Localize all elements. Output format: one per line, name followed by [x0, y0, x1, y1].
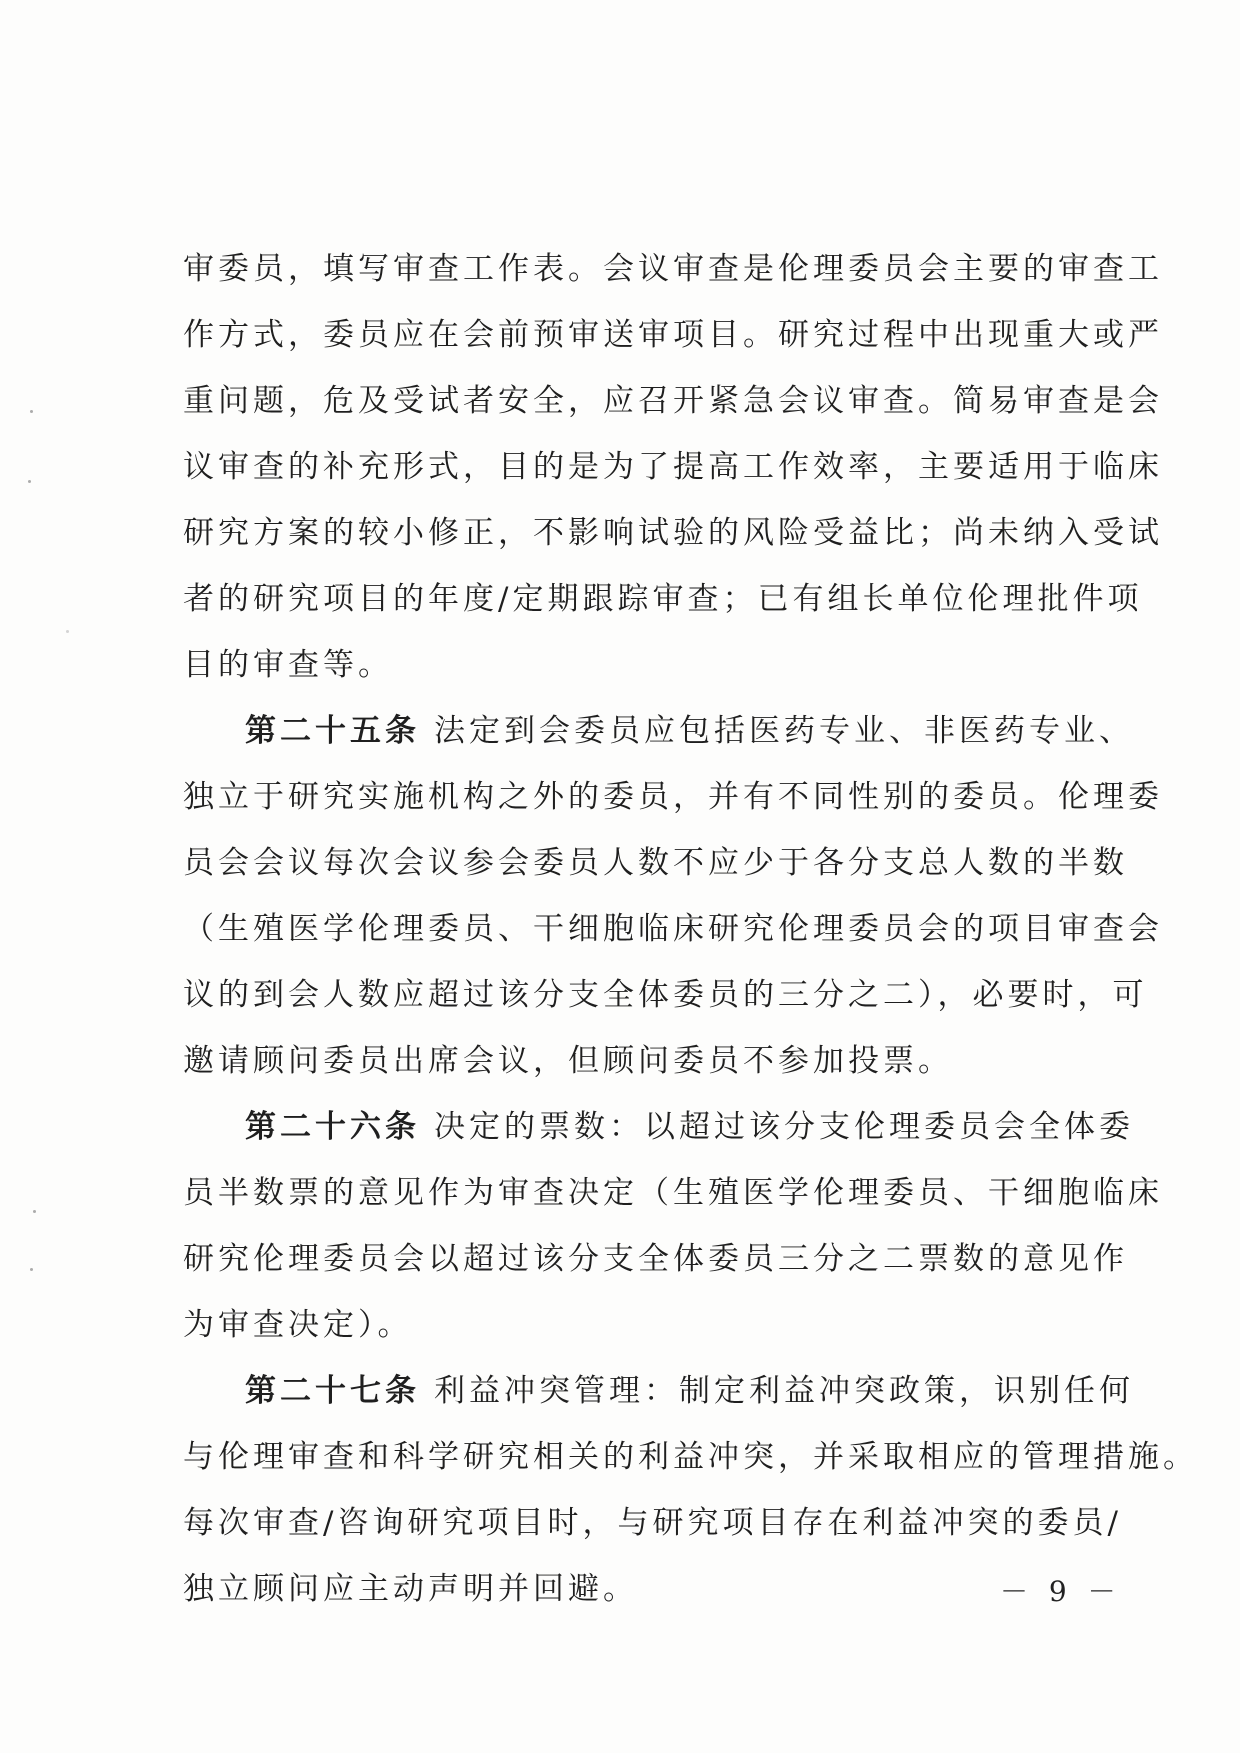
- text-line: 研究方案的较小修正，不影响试验的风险受益比；尚未纳入受试: [183, 515, 1163, 551]
- scan-speck: [30, 410, 33, 413]
- article-number: 第二十七条: [245, 1373, 420, 1409]
- text-line: 每次审查/咨询研究项目时，与研究项目存在利益冲突的委员/: [183, 1505, 1122, 1541]
- text-line: 目的审查等。: [183, 647, 393, 683]
- text-line: 议审查的补充形式，目的是为了提高工作效率，主要适用于临床: [183, 449, 1163, 485]
- text-line: 议的到会人数应超过该分支全体委员的三分之二），必要时，可: [183, 977, 1148, 1013]
- text-line: 与伦理审查和科学研究相关的利益冲突，并采取相应的管理措施。: [183, 1439, 1198, 1475]
- paragraph-continuation: [183, 236, 1163, 698]
- scan-speck: [30, 1268, 33, 1271]
- text-line: （生殖医学伦理委员、干细胞临床研究伦理委员会的项目审查会: [183, 911, 1163, 947]
- text-line: 邀请顾问委员出席会议，但顾问委员不参加投票。: [183, 1043, 953, 1079]
- text-line: 员半数票的意见作为审查决定（生殖医学伦理委员、干细胞临床: [183, 1175, 1163, 1211]
- article-25: [183, 698, 1163, 1094]
- article-number: 第二十六条: [245, 1109, 420, 1145]
- text-line: 审委员，填写审查工作表。会议审查是伦理委员会主要的审查工: [183, 251, 1163, 287]
- article-26: [183, 1094, 1163, 1358]
- text-line: 利益冲突管理：制定利益冲突政策，识别任何: [434, 1373, 1134, 1409]
- scan-speck: [33, 1210, 36, 1213]
- text-line: 研究伦理委员会以超过该分支全体委员三分之二票数的意见作: [183, 1241, 1128, 1277]
- text-line: 员会会议每次会议参会委员人数不应少于各分支总人数的半数: [183, 845, 1128, 881]
- document-body: [183, 236, 1198, 1622]
- text-line: 独立于研究实施机构之外的委员，并有不同性别的委员。伦理委: [183, 779, 1163, 815]
- text-line: 独立顾问应主动声明并回避。: [183, 1571, 638, 1607]
- article-number: 第二十五条: [245, 713, 420, 749]
- text-line: 作方式，委员应在会前预审送审项目。研究过程中出现重大或严: [183, 317, 1163, 353]
- text-line: 者的研究项目的年度/定期跟踪审查；已有组长单位伦理批件项: [183, 581, 1143, 617]
- text-line: 重问题，危及受试者安全，应召开紧急会议审查。简易审查是会: [183, 383, 1163, 419]
- text-line: 决定的票数：以超过该分支伦理委员会全体委: [434, 1109, 1134, 1145]
- text-line: 为审查决定）。: [183, 1307, 413, 1343]
- text-line: 法定到会委员应包括医药专业、非医药专业、: [434, 713, 1134, 749]
- scan-speck: [66, 630, 69, 633]
- page-number: － 9 －: [1000, 1575, 1122, 1608]
- scan-speck: [28, 480, 31, 483]
- article-27: [183, 1358, 1198, 1622]
